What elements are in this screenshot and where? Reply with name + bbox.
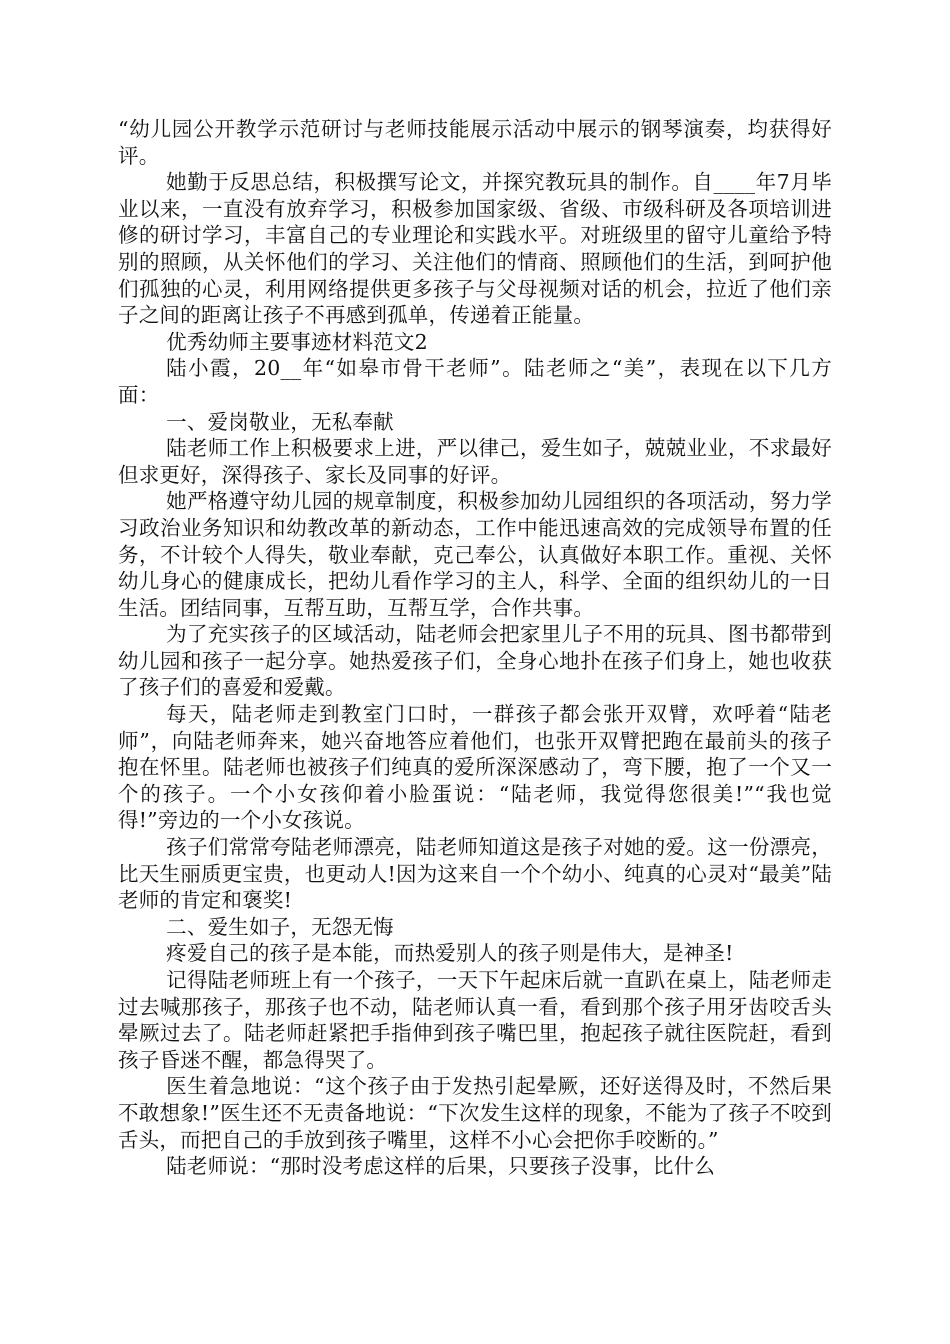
section-heading-1: 一、爱岗敬业，无私奉献 (166, 409, 394, 434)
paragraph-12: 疼爱自己的孩子是本能，而热爱别人的孩子则是伟大，是神圣! (166, 941, 734, 966)
paragraph-4: 陆小霞，20__年“如皋市骨干老师”。陆老师之“美”，表现在以下几方面： (118, 356, 832, 407)
paragraph-10: 孩子们常常夸陆老师漂亮，陆老师知道这是孩子对她的爱。这一份漂亮，比天生丽质更宝贵，也更动人!因为这来自一个个幼小、纯真的心灵对“最美”陆老师的肯定和褒奖! (118, 835, 832, 913)
section-heading-sample-2: 优秀幼师主要事迹材料范文2 (166, 329, 428, 354)
paragraph-15: 陆老师说：“那时没考虑这样的后果，只要孩子没事，比什么 (166, 1154, 716, 1179)
paragraph-6: 陆老师工作上积极要求上进，严以律己，爱生如子，兢兢业业，不求最好但求更好，深得孩子、家长及同事的好评。 (118, 436, 832, 487)
document-body (118, 116, 832, 1180)
paragraph-1: “幼儿园公开教学示范研讨与老师技能展示活动中展示的钢琴演奏，均获得好评。 (118, 117, 832, 168)
paragraph-13: 记得陆老师班上有一个孩子，一天下午起床后就一直趴在桌上，陆老师走过去喊那孩子，那孩子也不动，陆老师认真一看，看到那个孩子用牙齿咬舌头晕厥过去了。陆老师赶紧把手指伸到孩子嘴巴里，抱起孩子就往医院赶，看到孩子昏迷不醒，都急得哭了。 (118, 968, 832, 1072)
paragraph-9: 每天，陆老师走到教室门口时，一群孩子都会张开双臂，欢呼着“陆老师”，向陆老师奔来，她兴奋地答应着他们，也张开双臂把跑在最前头的孩子抱在怀里。陆老师也被孩子们纯真的爱所深深感动了，弯下腰，抱了一个又一个的孩子。一个小女孩仰着小脸蛋说：“陆老师，我觉得您很美!”“我也觉得!”旁边的一个小女孩说。 (118, 702, 832, 833)
paragraph-14: 医生着急地说：“这个孩子由于发热引起晕厥，还好送得及时，不然后果不敢想象!”医生还不无责备地说：“下次发生这样的现象，不能为了孩子不咬到舌头，而把自己的手放到孩子嘴里，这样不小心会把你手咬断的。” (118, 1074, 832, 1152)
paragraph-8: 为了充实孩子的区域活动，陆老师会把家里儿子不用的玩具、图书都带到幼儿园和孩子一起分享。她热爱孩子们，全身心地扑在孩子们身上，她也收获了孩子们的喜爱和爱戴。 (118, 622, 832, 700)
paragraph-7: 她严格遵守幼儿园的规章制度，积极参加幼儿园组织的各项活动，努力学习政治业务知识和幼教改革的新动态，工作中能迅速高效的完成领导布置的任务，不计较个人得失，敬业奉献，克己奉公，认真做好本职工作。重视、关怀幼儿身心的健康成长，把幼儿看作学习的主人，科学、全面的组织幼儿的一日生活。团结同事，互帮互助，互帮互学，合作共事。 (118, 489, 832, 620)
section-heading-2: 二、爱生如子，无怨无悔 (166, 914, 394, 939)
paragraph-2: 她勤于反思总结，积极撰写论文，并探究教玩具的制作。自____年7月毕业以来，一直没有放弃学习，积极参加国家级、省级、市级科研及各项培训进修的研讨学习，丰富自己的专业理论和实践水平。对班级里的留守儿童给予特别的照顾，从关怀他们的学习、关注他们的情商、照顾他们的生活，到呵护他们孤独的心灵，利用网络提供更多孩子与父母视频对话的机会，拉近了他们亲子之间的距离让孩子不再感到孤单，传递着正能量。 (118, 170, 832, 328)
